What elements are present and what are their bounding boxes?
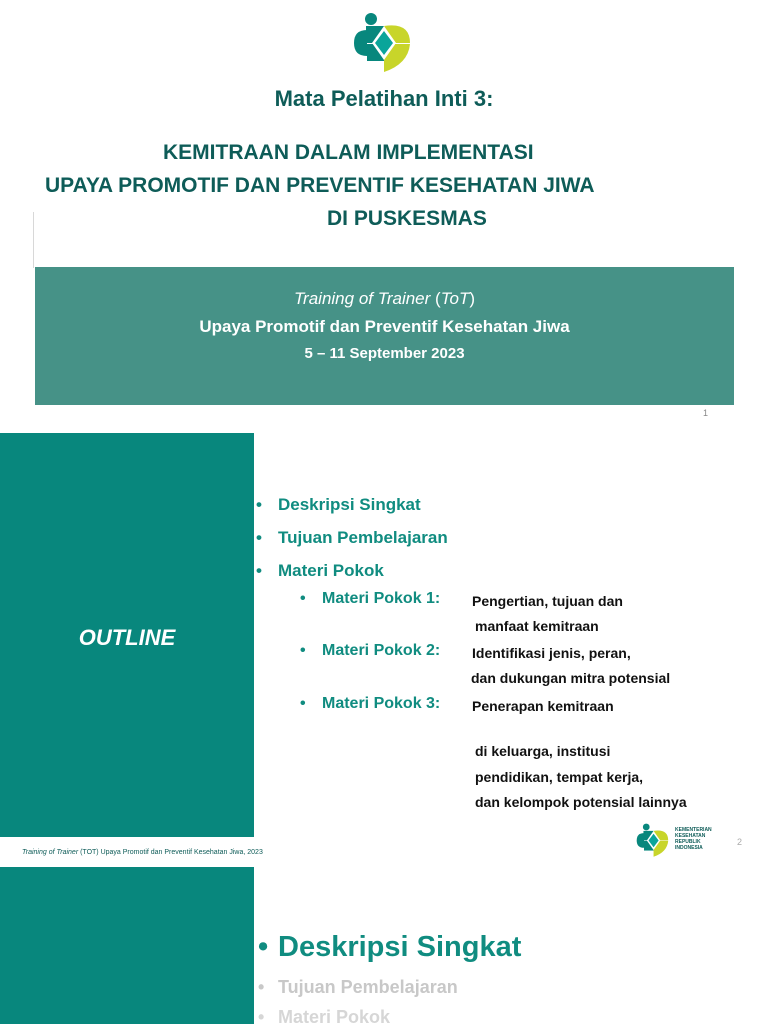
training-label xyxy=(35,289,734,309)
kemenkes-logo-icon xyxy=(350,12,416,76)
slide-footer xyxy=(22,849,263,856)
ministry-line-3: REPUBLIK xyxy=(675,839,701,845)
training-abbr: ToT xyxy=(440,289,470,308)
slide3-panel xyxy=(0,867,254,1024)
page-number: 1 xyxy=(702,408,708,418)
sub-bullet-label: Materi Pokok 2: xyxy=(322,642,441,659)
materi-3-desc-line-1: Penerapan kemitraan xyxy=(472,698,614,714)
bullet-dot: • xyxy=(300,590,306,607)
bullet-deskripsi xyxy=(256,495,421,515)
training-italic: Training of Trainer xyxy=(293,289,431,308)
materi-2-desc-line-1: Identifikasi jenis, peran, xyxy=(472,645,631,661)
outline-panel xyxy=(0,433,254,837)
outline-title: OUTLINE xyxy=(78,625,176,650)
ministry-line-1: KEMENTERIAN xyxy=(675,827,712,833)
ministry-name xyxy=(675,827,725,851)
paren-close: ) xyxy=(469,289,476,308)
bullet-tujuan-dim xyxy=(258,977,458,998)
footer-text: (TOT) Upaya Promotif dan Preventif Kesehatan Jiwa, 2023 xyxy=(78,849,263,856)
bullet-dot: • xyxy=(258,1007,265,1024)
bullet-label: Tujuan Pembelajaran xyxy=(278,977,458,997)
course-subtitle: Mata Pelatihan Inti 3: xyxy=(274,86,494,111)
training-banner xyxy=(35,267,734,405)
training-dates: 5 – 11 September 2023 xyxy=(304,345,465,362)
materi-3-desc-line-4: dan kelompok potensial lainnya xyxy=(475,794,687,810)
materi-3-desc-line-2: di keluarga, institusi xyxy=(475,743,611,759)
sub-bullet-label: Materi Pokok 1: xyxy=(322,590,441,607)
footer-italic: Training of Trainer xyxy=(22,849,79,856)
materi-1-desc-line-2: manfaat kemitraan xyxy=(475,618,599,634)
bullet-label: Materi Pokok xyxy=(278,561,384,580)
sub-bullet-materi-3 xyxy=(300,695,440,713)
bullet-dot: • xyxy=(258,977,265,997)
bullet-label: Materi Pokok xyxy=(278,1007,391,1024)
bullet-dot: • xyxy=(256,528,262,547)
bullet-label: Tujuan Pembelajaran xyxy=(278,528,448,547)
bullet-dot: • xyxy=(256,495,262,514)
slide-3 xyxy=(0,867,768,1024)
bullet-dot: • xyxy=(300,695,306,712)
sub-bullet-materi-2 xyxy=(300,642,440,660)
ministry-line-2: KESEHATAN xyxy=(675,833,706,839)
bullet-dot: • xyxy=(258,931,269,963)
title-line-2: UPAYA PROMOTIF DAN PREVENTIF KESEHATAN JIWA xyxy=(45,174,595,197)
program-name: Upaya Promotif dan Preventif Kesehatan Jiwa xyxy=(199,317,570,336)
materi-3-desc-line-3: pendidikan, tempat kerja, xyxy=(475,769,644,785)
paren-open: ( xyxy=(430,289,441,308)
divider-line xyxy=(33,212,34,268)
slide-1 xyxy=(0,0,768,426)
bullet-materi-dim xyxy=(258,1007,390,1024)
bullet-label: Deskripsi Singkat xyxy=(278,931,522,963)
bullet-label: Deskripsi Singkat xyxy=(278,495,421,514)
bullet-dot: • xyxy=(256,561,262,580)
slide-2 xyxy=(0,433,768,860)
bullet-dot: • xyxy=(300,642,306,659)
title-line-3: DI PUSKESMAS xyxy=(327,207,487,230)
ministry-line-4: INDONESIA xyxy=(675,845,703,851)
title-line-1: KEMITRAAN DALAM IMPLEMENTASI xyxy=(163,141,534,164)
bullet-tujuan xyxy=(256,528,448,548)
kemenkes-logo-small-icon xyxy=(634,823,672,859)
bullet-deskripsi-active xyxy=(258,931,521,964)
page-number: 2 xyxy=(737,837,743,847)
materi-2-desc-line-2: dan dukungan mitra potensial xyxy=(471,670,671,686)
materi-1-desc-line-1: Pengertian, tujuan dan xyxy=(472,593,623,609)
sub-bullet-label: Materi Pokok 3: xyxy=(322,695,441,712)
sub-bullet-materi-1 xyxy=(300,590,440,608)
bullet-materi xyxy=(256,561,384,581)
